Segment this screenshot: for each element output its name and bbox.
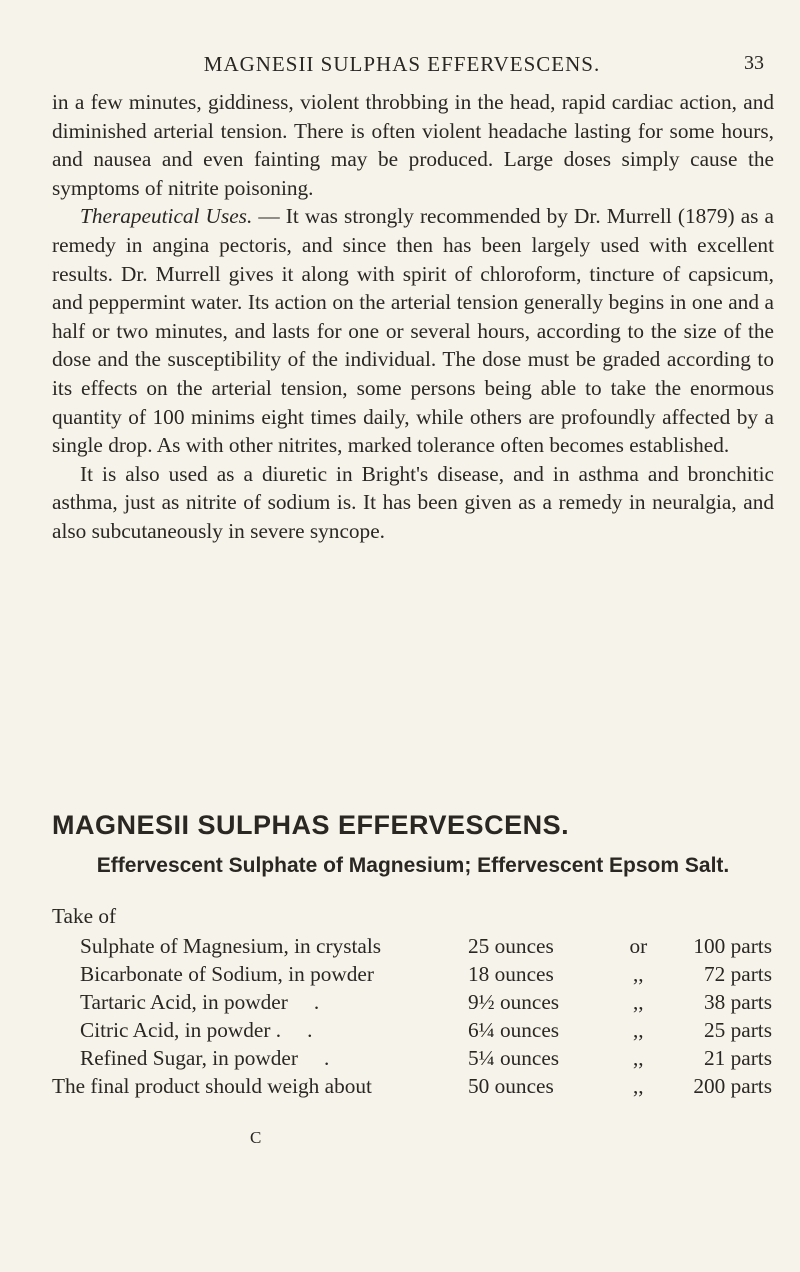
ingredient-conjunction: ,, <box>632 1073 644 1098</box>
ingredient-name <box>52 1044 468 1072</box>
ingredient-quantity: 6¼ ounces <box>468 1017 560 1042</box>
therapeutical-uses-heading: Therapeutical Uses. <box>80 204 253 229</box>
ingredient-conjunction: ,, <box>632 1045 644 1070</box>
ingredient-quantity: 5¼ ounces <box>468 1045 560 1070</box>
running-head: MAGNESII SULPHAS EFFERVESCENS. <box>203 52 601 76</box>
leader-dots: . <box>313 989 320 1014</box>
ingredient-quantity: 25 ounces <box>468 933 554 958</box>
ingredient-parts: 21 parts <box>703 1045 772 1070</box>
ingredient-name: Sulphate of Magnesium, in crystals <box>80 933 382 958</box>
section-title: MAGNESII SULPHAS EFFERVESCENS. <box>52 810 570 840</box>
take-of-label: Take of <box>52 904 117 928</box>
paragraph-3: It is also used as a diuretic in Bright's disease, and in asthma and bronchitic asthma, just as nitrite of sodium is. It has been given as a remedy in neuralgia, and also subcutaneously in severe syncope. <box>52 461 774 543</box>
leader-dots: . <box>323 1045 330 1070</box>
ingredient-conjunction: ,, <box>632 989 644 1014</box>
ingredient-name-text: Tartaric Acid, in powder <box>80 989 288 1014</box>
paragraph-2-text: It was strongly recommended by Dr. Murrell (1879) as a remedy in angina pectoris, and since then has been largely used with excellent results. Dr. Murrell gives it along with spirit of chloroform, tincture of capsicum, and peppermint water. Its action on the arterial tension generally begins in one and a half or two minutes, and lasts for one or several hours, according to the size of the dose and the susceptibility of the individual. The dose must be graded according to its effects on the arterial tension, some persons being able to take the enormous quantity of 100 minims eight times daily, while others are profoundly affected by a single drop. As with other nitrites, marked tolerance often becomes established. <box>52 204 774 458</box>
ingredient-name: Bicarbonate of Sodium, in powder <box>80 961 374 986</box>
recipe-row <box>52 932 772 960</box>
ingredient-name <box>52 1016 468 1044</box>
ingredient-parts: 72 parts <box>703 961 772 986</box>
ingredient-parts: 200 parts <box>693 1073 772 1098</box>
paragraph-1: in a few minutes, giddiness, violent throbbing in the head, rapid cardiac action, and diminished arterial tension. There is often violent headache lasting for some hours, and nausea and even fainting may be produced. Large doses simply cause the symptoms of nitrite poisoning. <box>52 90 774 200</box>
section-subtitle: Effervescent Sulphate of Magnesium; Effervescent Epsom Salt. <box>96 854 730 877</box>
ingredient-name-text: Refined Sugar, in powder <box>80 1045 298 1070</box>
signature-mark: C <box>250 1128 262 1147</box>
ingredient-name: The final product should weigh about <box>52 1073 372 1098</box>
leader-dots: . <box>307 1017 313 1042</box>
recipe-row <box>52 988 772 1016</box>
ingredient-conjunction: ,, <box>632 961 644 986</box>
ingredient-name-text: Citric Acid, in powder . <box>80 1017 282 1042</box>
ingredient-quantity: 18 ounces <box>468 961 554 986</box>
ingredient-conjunction: ,, <box>632 1017 644 1042</box>
ingredient-parts: 100 parts <box>693 933 772 958</box>
recipe-row <box>52 960 772 988</box>
recipe-table <box>52 932 772 1100</box>
recipe-row <box>52 1016 772 1044</box>
em-dash: — <box>252 204 286 229</box>
ingredient-conjunction: or <box>629 933 648 958</box>
paragraph-2 <box>52 202 774 459</box>
ingredient-quantity: 9½ ounces <box>468 989 560 1014</box>
body-text <box>52 88 774 546</box>
ingredient-parts: 38 parts <box>703 989 772 1014</box>
recipe-row <box>52 1072 772 1100</box>
ingredient-name <box>52 988 468 1016</box>
page-number: 33 <box>744 52 764 74</box>
ingredient-quantity: 50 ounces <box>468 1073 554 1098</box>
recipe-row <box>52 1044 772 1072</box>
ingredient-parts: 25 parts <box>703 1017 772 1042</box>
